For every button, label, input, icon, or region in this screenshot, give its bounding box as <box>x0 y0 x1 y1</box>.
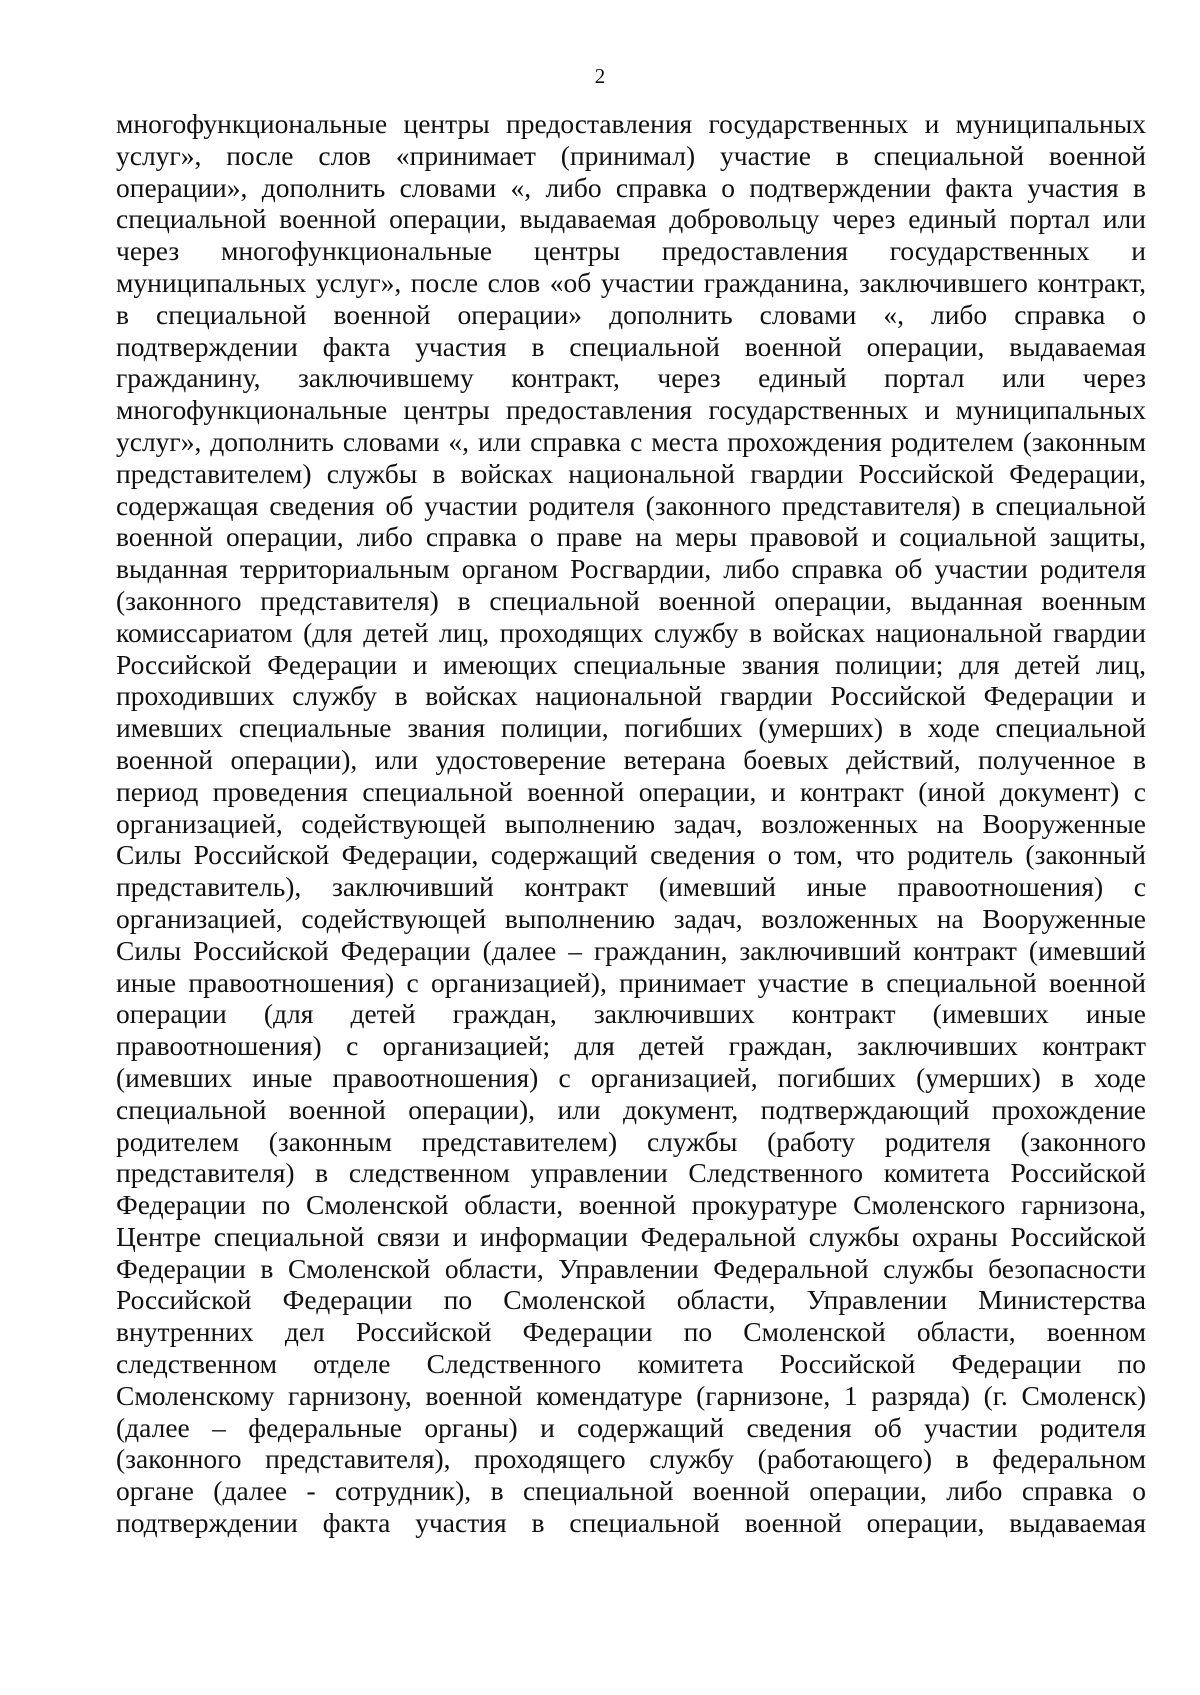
text-line: органе (далее - сотрудник), в специальной военной операции, либо справка о <box>116 1475 1146 1507</box>
text-line: комиссариатом (для детей лиц, проходящих службу в войсках национальной гвардии <box>116 616 1146 648</box>
text-line: организацией, содействующей выполнению задач, возложенных на Вооруженные <box>116 807 1146 839</box>
text-line: выданная территориальным органом Росгвардии, либо справка об участии родителя <box>116 553 1146 585</box>
text-line: содержащая сведения об участии родителя (законного представителя) в специальной <box>116 489 1146 521</box>
text-line: Центре специальной связи и информации Федеральной службы охраны Российской <box>116 1220 1146 1252</box>
text-line: многофункциональные центры предоставления государственных и муниципальных <box>116 394 1146 426</box>
text-line: подтверждении факта участия в специальной военной операции, выдаваемая <box>116 330 1146 362</box>
text-line: Смоленскому гарнизону, военной комендатуре (гарнизоне, 1 разряда) (г. Смоленск) <box>116 1379 1146 1411</box>
text-line: Федерации в Смоленской области, Управлении Федеральной службы безопасности <box>116 1252 1146 1284</box>
text-line: услуг», дополнить словами «, или справка с места прохождения родителем (законным <box>116 425 1146 457</box>
text-line: услуг», после слов «принимает (принимал) участие в специальной военной <box>116 139 1146 171</box>
text-line: проходивших службу в войсках национальной гвардии Российской Федерации и <box>116 680 1146 712</box>
text-line: специальной военной операции, выдаваемая добровольцу через единый портал или <box>116 203 1146 235</box>
text-line: представитель), заключивший контракт (имевший иные правоотношения) с <box>116 871 1146 903</box>
text-line: муниципальных услуг», после слов «об участии гражданина, заключившего контракт, <box>116 266 1146 298</box>
text-line: подтверждении факта участия в специальной военной операции, выдаваемая <box>116 1507 1146 1539</box>
text-line: операции», дополнить словами «, либо справка о подтверждении факта участия в <box>116 171 1146 203</box>
text-line: гражданину, заключившему контракт, через единый портал или через <box>116 362 1146 394</box>
text-line: специальной военной операции), или документ, подтверждающий прохождение <box>116 1093 1146 1125</box>
text-line: операции (для детей граждан, заключивших контракт (имевших иные <box>116 998 1146 1030</box>
text-line: Силы Российской Федерации (далее – гражданин, заключивший контракт (имевший <box>116 934 1146 966</box>
text-line: организацией, содействующей выполнению задач, возложенных на Вооруженные <box>116 902 1146 934</box>
text-line: (законного представителя), проходящего службу (работающего) в федеральном <box>116 1443 1146 1475</box>
text-line: через многофункциональные центры предоставления государственных и <box>116 235 1146 267</box>
text-line: военной операции, либо справка о праве на меры правовой и социальной защиты, <box>116 521 1146 553</box>
text-line: следственном отделе Следственного комитета Российской Федерации по <box>116 1348 1146 1380</box>
text-line: в специальной военной операции» дополнить словами «, либо справка о <box>116 298 1146 330</box>
text-line: иные правоотношения) с организацией), принимает участие в специальной военной <box>116 966 1146 998</box>
text-line: Российской Федерации по Смоленской области, Управлении Министерства <box>116 1284 1146 1316</box>
text-line: Силы Российской Федерации, содержащий сведения о том, что родитель (законный <box>116 839 1146 871</box>
text-line: родителем (законным представителем) службы (работу родителя (законного <box>116 1125 1146 1157</box>
text-line: (законного представителя) в специальной военной операции, выданная военным <box>116 584 1146 616</box>
text-line: представителя) в следственном управлении Следственного комитета Российской <box>116 1157 1146 1189</box>
text-line: (далее – федеральные органы) и содержащий сведения об участии родителя <box>116 1411 1146 1443</box>
text-line: период проведения специальной военной операции, и контракт (иной документ) с <box>116 775 1146 807</box>
text-line: (имевших иные правоотношения) с организацией, погибших (умерших) в ходе <box>116 1061 1146 1093</box>
text-line: внутренних дел Российской Федерации по Смоленской области, военном <box>116 1316 1146 1348</box>
text-line: представителем) службы в войсках национальной гвардии Российской Федерации, <box>116 457 1146 489</box>
text-line: военной операции), или удостоверение ветерана боевых действий, полученное в <box>116 743 1146 775</box>
text-line: Федерации по Смоленской области, военной прокуратуре Смоленского гарнизона, <box>116 1189 1146 1221</box>
text-line: правоотношения) с организацией; для детей граждан, заключивших контракт <box>116 1030 1146 1062</box>
text-line: Российской Федерации и имеющих специальные звания полиции; для детей лиц, <box>116 648 1146 680</box>
body-text <box>116 108 1146 1539</box>
text-line: имевших специальные звания полиции, погибших (умерших) в ходе специальной <box>116 712 1146 744</box>
page-number: 2 <box>594 64 606 88</box>
text-line: многофункциональные центры предоставления государственных и муниципальных <box>116 108 1146 139</box>
